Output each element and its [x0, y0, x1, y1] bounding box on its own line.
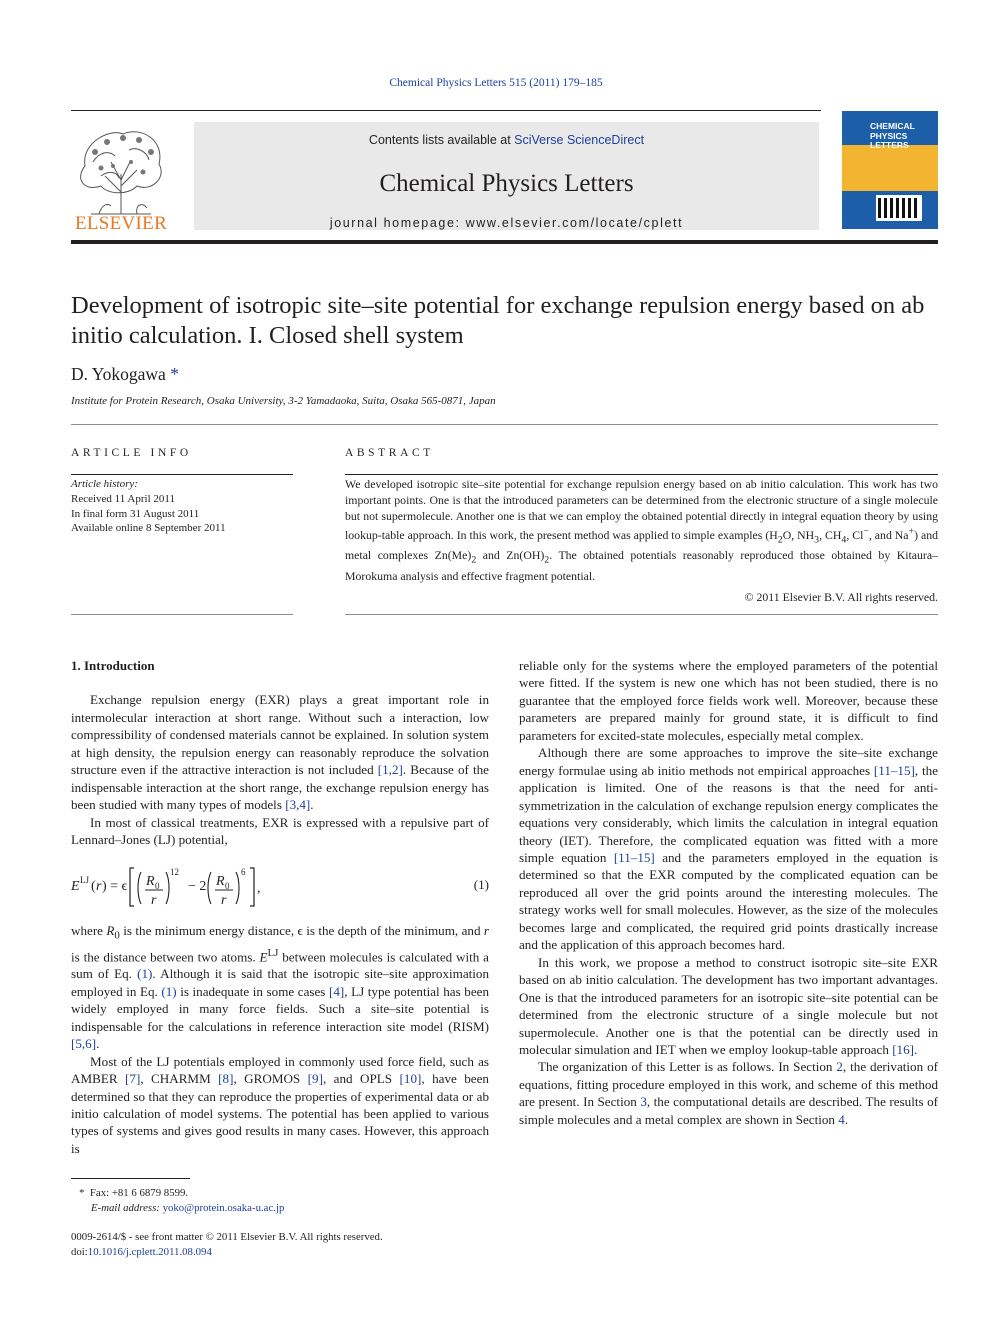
journal-title: Chemical Physics Letters [379, 170, 634, 197]
citation-link[interactable]: [5,6] [71, 1036, 97, 1052]
article-info-bottom-rule [71, 614, 293, 615]
article-info-rule [71, 474, 293, 475]
citation-link[interactable]: [3,4] [285, 797, 311, 813]
citation-link[interactable]: [4] [328, 983, 345, 999]
abstract-copyright: © 2011 Elsevier B.V. All rights reserved. [744, 590, 938, 604]
svg-text:r: r [151, 892, 157, 908]
equation-1 [71, 858, 489, 914]
author-affiliation: Institute for Protein Research, Osaka University, 3-2 Yamadaoka, Suita, Osaka 565-0871, Japan [71, 395, 496, 407]
journal-banner [194, 122, 819, 230]
cover-title-line: CHEMICAL [870, 121, 915, 131]
footnote-rule [71, 1178, 190, 1179]
svg-text:12: 12 [170, 866, 179, 877]
paragraph: Exchange repulsion energy (EXR) plays a great important role in intermolecular interaction at short range. Without such a interaction, low compressibility of condensed materials cannot be explained. In solution system at high density, the repulsion energy can reasonably reproduce the solvation structure even if the attractive interaction is not included [1,2]. Because of the indispensable interaction at the short range, the exchange repulsion energy has been studied with many types of models [3,4]. [71, 692, 489, 813]
right-column [519, 657, 938, 1128]
section-link[interactable]: 3 [640, 1094, 647, 1110]
svg-text:0: 0 [225, 880, 230, 891]
section-link[interactable]: 4 [838, 1111, 845, 1127]
left-column [71, 657, 489, 1157]
lj-equation-graphic [71, 858, 331, 914]
svg-text:r: r [96, 878, 102, 894]
abstract-bottom-rule [345, 614, 938, 615]
svg-text:r: r [221, 892, 227, 908]
cover-title-line: LETTERS [870, 140, 909, 150]
journal-reference[interactable]: Chemical Physics Letters 515 (2011) 179–185 [389, 77, 603, 89]
footnote-mark: * [79, 1187, 85, 1199]
header-bottom-rule [71, 240, 938, 244]
svg-text:R: R [146, 873, 155, 889]
svg-text:R: R [216, 873, 225, 889]
author-line [71, 364, 179, 385]
paragraph: The organization of this Letter is as follows. In Section 2, the derivation of equations, fitting procedure employed in this work, and scheme of this method are present. In Section 3, the computational details are described. The results of simple molecules and a metal complex are shown in Section 4. [519, 1059, 939, 1127]
svg-text:(: ( [91, 878, 96, 894]
svg-text:) = ϵ: ) = ϵ [102, 878, 128, 894]
elsevier-wordmark[interactable]: ELSEVIER [74, 213, 168, 234]
paragraph: where $R_0$ is the minimum energy distance, ϵ is the depth of the minimum, and r is the distance between two atoms. $E^{LJ}$ between molecules is calculated with a sum of Eq. (1). Although it is said that the isotropic site–site approximation employed in Eq. (1) is inadequate in some cases [4], LJ type potential has been widely employed in many force fields. Such a site–site potential is indispensable for the calculations in reference interaction site model (RISM) [5,6]. [71, 922, 490, 1052]
paragraph: In this work, we propose a method to construct isotropic site–site EXR based on ab initio calculation. The development has two important advantages. One is that the introduced parameters for an isotropic site–site potential can be determined from the electronic structure of a single molecule but not supermolecule. Another one is that the potential can be directly used in molecular simulation and IET when we employ lookup-table approach [16]. [519, 954, 938, 1057]
article-info-heading: ARTICLE INFO [71, 447, 192, 459]
paragraph: Most of the LJ potentials employed in commonly used force field, such as AMBER [7], CHARMM [8], GROMOS [9], and OPLS [10], have been determined so that they can reproduce the properties of experimental data or ab initio calculation of model systems. The potential has been applied to various types of systems and gives good results in many cases. However, this approach is [71, 1053, 489, 1156]
header-top-rule [71, 110, 821, 111]
doi-link[interactable]: 10.1016/j.cplett.2011.08.094 [87, 1245, 212, 1258]
citation-link[interactable]: [7] [125, 1071, 141, 1087]
cover-title [870, 122, 915, 151]
svg-text:6: 6 [241, 866, 246, 877]
article-meta [71, 1230, 383, 1259]
paragraph: reliable only for the systems where the employed parameters of the potential were fitted. If the system is new one which has not been studied, there is no guarantee that the employed force fields work well. Moreover, because these parameters are prepared mainly for ground state, it is difficult to find parameters for excited-state molecules, especially metal complex. [519, 658, 938, 743]
equation-number: (1) [473, 876, 489, 892]
final-form-date: In final form 31 August 2011 [71, 507, 200, 520]
svg-text:LJ: LJ [80, 874, 89, 885]
svg-text:− 2: − 2 [188, 878, 207, 894]
author-name: D. Yokogawa [71, 364, 166, 384]
footnote-fax: * Fax: +81 6 6879 8599. [79, 1187, 189, 1199]
footnote-email: E-mail address: yoko@protein.osaka-u.ac.jp [91, 1202, 285, 1214]
equation-link[interactable]: (1) [161, 983, 177, 999]
svg-text:,: , [257, 880, 261, 896]
issn-line: 0009-2614/$ - see front matter © 2011 Elsevier B.V. All rights reserved. [71, 1231, 383, 1243]
contents-prefix: Contents lists available at [368, 133, 511, 147]
citation-link[interactable]: [11–15] [873, 762, 915, 778]
history-label: Article history: [71, 478, 138, 490]
journal-homepage[interactable]: journal homepage: www.elsevier.com/locate/cplett [329, 216, 684, 230]
cover-title-line: PHYSICS [870, 130, 908, 141]
citation-link[interactable]: [8] [218, 1071, 234, 1087]
citation-link[interactable]: [16] [892, 1041, 915, 1057]
equation-link[interactable]: (1) [137, 966, 153, 982]
section-link[interactable]: 2 [836, 1059, 843, 1075]
citation-link[interactable]: [1,2] [377, 762, 403, 778]
paragraph: Although there are some approaches to improve the site–site exchange energy formulae using ab initio methods not empirical approaches [11–15], the application is limited. One of the reasons is that the need for anti-symmetrization in the calculation of exchange repulsion energy complicates the equations very considerably, which limits the calculation in integral equation theory (IET). Therefore, the complicated equation was fitted with a more simple equation [11–15] and the parameters employed in the equation is determined so that the EXR computed by the complicated equation can be reproduced all over the grid points around the interesting molecules. The strategy works well for small molecules. However, as the size of the molecules becomes large and complicated, the required grid points drastically increase and the application of this approach becomes hard. [519, 745, 939, 953]
svg-text:0: 0 [155, 880, 160, 891]
received-date: Received 11 April 2011 [71, 492, 175, 505]
citation-link[interactable]: [9] [307, 1071, 323, 1087]
section-heading-introduction: 1. Introduction [71, 658, 155, 673]
journal-header [71, 110, 938, 243]
article-title: Development of isotropic site–site potential for exchange repulsion energy based on ab initio calculation. I. Closed shell system [71, 292, 925, 349]
citation-link[interactable]: [10] [399, 1071, 422, 1087]
footnote [71, 1186, 284, 1216]
online-date: Available online 8 September 2011 [71, 522, 226, 535]
cover-band [842, 145, 938, 191]
abstract-heading: ABSTRACT [345, 447, 434, 459]
section-rule [71, 424, 938, 425]
svg-text:E: E [71, 878, 80, 894]
email-link[interactable]: yoko@protein.osaka-u.ac.jp [162, 1202, 285, 1214]
article-history [71, 477, 226, 536]
cover-barcode-graphic [876, 195, 922, 221]
corresponding-author-mark[interactable]: * [170, 364, 179, 384]
citation-link[interactable]: [11–15] [613, 849, 655, 865]
abstract-rule [345, 474, 938, 475]
contents-line [194, 133, 819, 147]
journal-cover-thumbnail[interactable] [842, 111, 938, 229]
doi-line: doi:10.1016/j.cplett.2011.08.094 [71, 1245, 212, 1258]
paragraph: In most of classical treatments, EXR is expressed with a repulsive part of Lennard–Jones (LJ) potential, [71, 814, 489, 848]
abstract-text: We developed isotropic site–site potential for exchange repulsion energy based on ab initio calculation. This work has two important points. One is that the introduced parameters can be determined from the electronic structure of a single molecule but not supermolecule. Another one is that we can employ the obtained potential directly in integral equation theory by using lookup-table approach. In this work, the present method was applied to simple examples ($H_2O$, $NH_3$, $CH_4$, Cl−, and Na+) and metal complexes $Zn(Me)_2$ and $Zn(OH)_2$. The obtained potentials reasonably reproduced those obtained by Kitaura–Morokuma analysis and effective fragment potential. [345, 477, 939, 583]
sciencedirect-link[interactable]: SciVerse ScienceDirect [514, 133, 645, 147]
